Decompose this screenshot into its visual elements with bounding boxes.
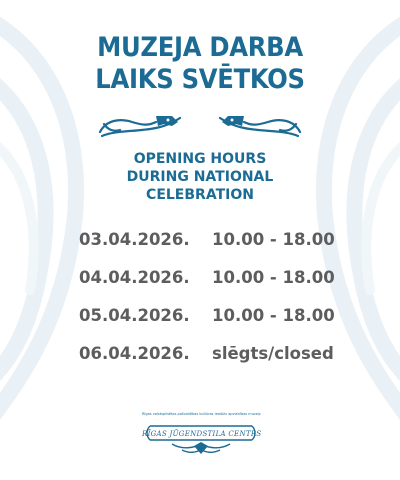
schedule-date: 04.04.2026. [79, 268, 190, 287]
schedule-hours: 10.00 - 18.00 [212, 268, 335, 287]
subtitle-line-1: OPENING HOURS [133, 151, 267, 167]
schedule-row [0, 344, 400, 368]
logo-caption: Rīgas valstspilsētas pašvaldības kultūras iestāžu apvienības muzejs [142, 412, 261, 416]
page-title-line-1: MUZEJA DARBA [97, 32, 303, 63]
subtitle-line-3: CELEBRATION [146, 187, 254, 203]
logo-name: RĪGAS JŪGENDSTILA CENTRS [142, 430, 262, 438]
schedule-date: 03.04.2026. [79, 230, 190, 249]
schedule-date: 05.04.2026. [79, 306, 190, 325]
museum-logo [142, 410, 260, 470]
subtitle-line-2: DURING NATIONAL [126, 169, 274, 185]
schedule-row [0, 306, 400, 330]
logo-ornament-icon [142, 410, 260, 470]
right-ornament-icon [212, 110, 304, 140]
page-title-line-2: LAIKS SVĒTKOS [95, 64, 305, 95]
schedule-hours: 10.00 - 18.00 [212, 306, 335, 325]
schedule-hours: slēgts/closed [212, 344, 334, 363]
schedule-date: 06.04.2026. [79, 344, 190, 363]
schedule-hours: 10.00 - 18.00 [212, 230, 335, 249]
schedule-row [0, 268, 400, 292]
schedule-row [0, 230, 400, 254]
left-ornament-icon [96, 110, 188, 140]
